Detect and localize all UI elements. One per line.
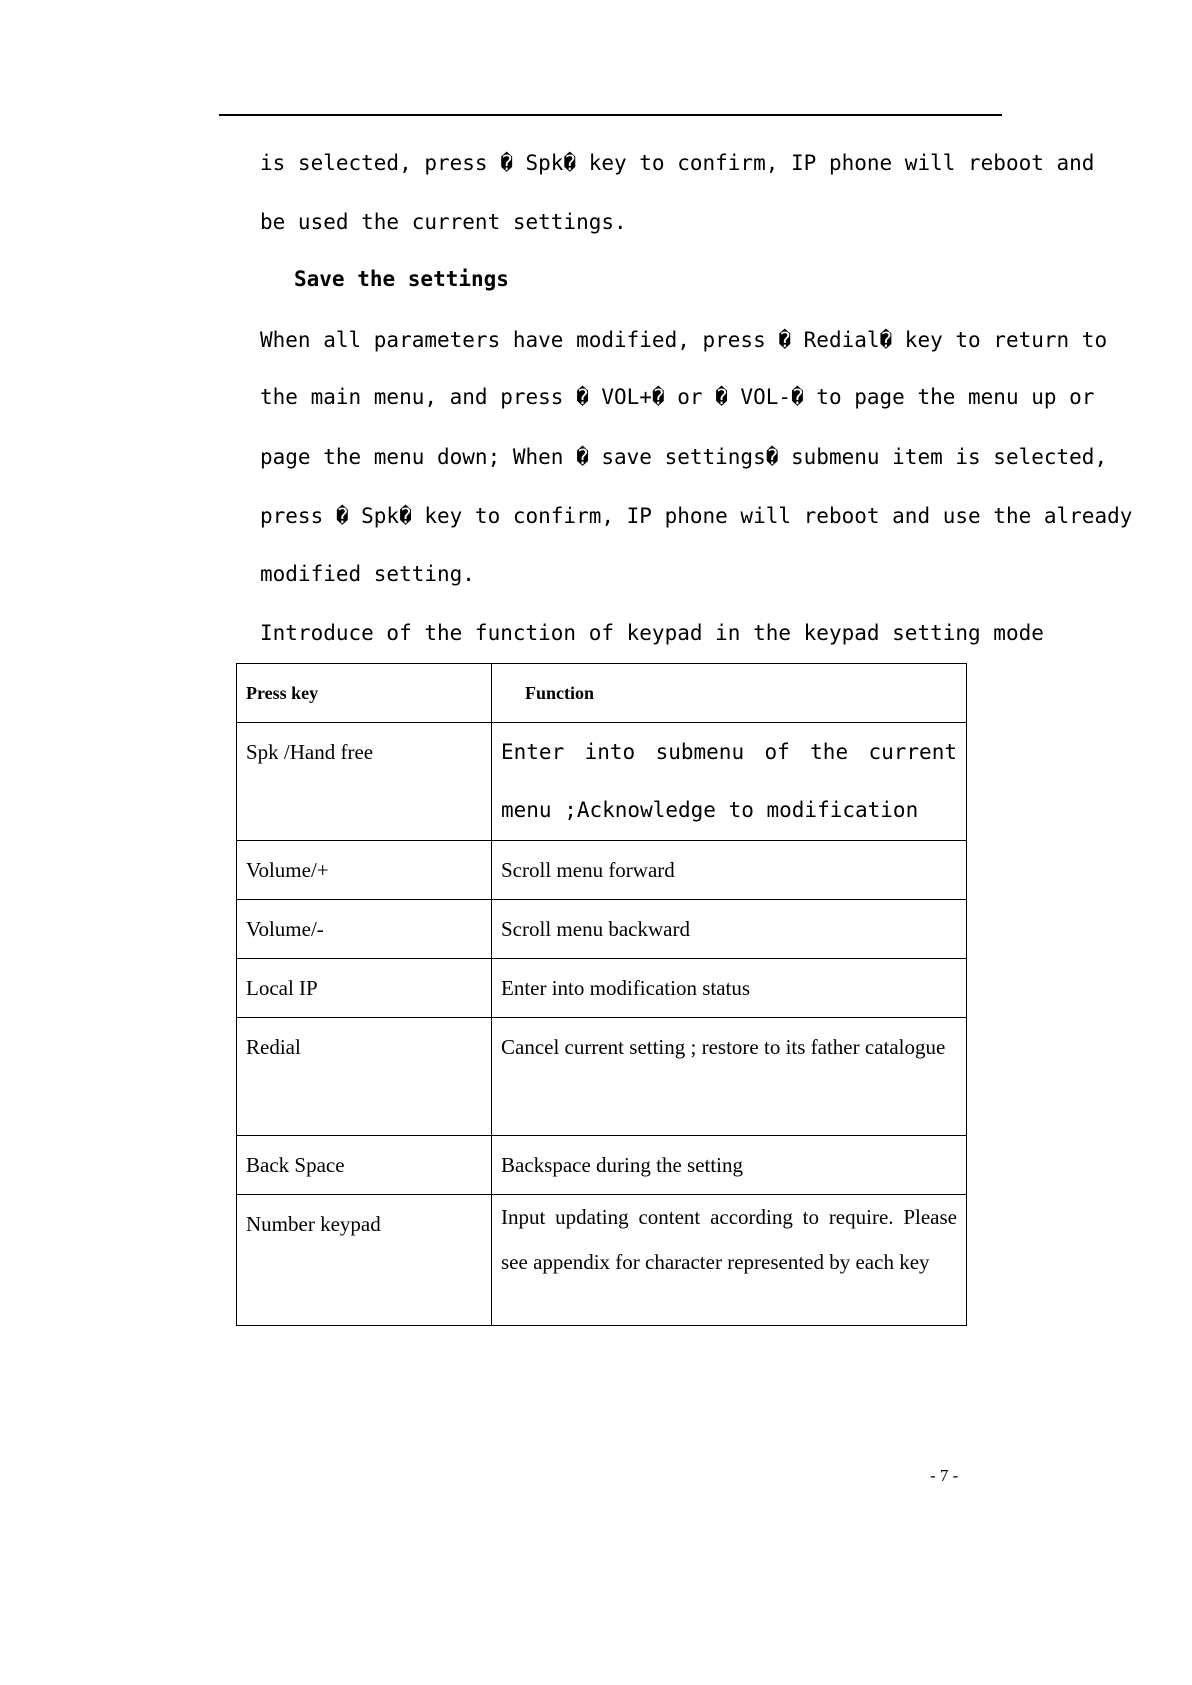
page-number: - 7 -: [930, 1466, 959, 1485]
key-cell: [237, 1136, 492, 1195]
header-press-key: Press key: [237, 664, 492, 723]
paragraph-line: be used the current settings.: [260, 210, 627, 234]
function-cell: [492, 1018, 967, 1136]
function-cell: [492, 1195, 967, 1326]
function-cell: [492, 841, 967, 900]
key-cell: [237, 723, 492, 841]
keypad-function-table: [236, 663, 967, 1326]
function-text: Input updating content according to require. Please see appendix for character represented by each key: [501, 1205, 957, 1274]
function-cell: [492, 723, 967, 841]
key-cell: [237, 1018, 492, 1136]
key-text: Local IP: [246, 976, 318, 1000]
function-text: Enter into submenu of the current menu ;Acknowledge to modification: [501, 740, 957, 822]
function-text: Enter into modification status: [501, 976, 751, 1000]
table-row: [237, 959, 967, 1018]
key-cell: [237, 900, 492, 959]
function-text: Scroll menu backward: [501, 917, 690, 941]
function-cell: [492, 959, 967, 1018]
section-heading: Save the settings: [294, 267, 509, 291]
header-function: Function: [492, 664, 967, 723]
table-row: [237, 900, 967, 959]
key-cell: [237, 959, 492, 1018]
key-cell: [237, 1195, 492, 1326]
table-row: [237, 1136, 967, 1195]
function-text: Cancel current setting ; restore to its father catalogue: [501, 1035, 946, 1059]
paragraph-line: the main menu, and press � VOL+� or � VOL-� to page the menu up or: [260, 385, 1095, 409]
table-row: [237, 841, 967, 900]
table-row: [237, 1018, 967, 1136]
header-rule: [219, 114, 1002, 116]
paragraph-line: modified setting.: [260, 562, 475, 586]
function-cell: [492, 1136, 967, 1195]
key-text: Back Space: [246, 1153, 345, 1177]
paragraph-line: press � Spk� key to confirm, IP phone will reboot and use the already: [260, 504, 1133, 528]
table-row: [237, 723, 967, 841]
table-row: [237, 1195, 967, 1326]
paragraph-line: page the menu down; When � save settings� submenu item is selected,: [260, 445, 1108, 469]
paragraph-line: is selected, press � Spk� key to confirm, IP phone will reboot and: [260, 151, 1095, 175]
key-text: Volume/+: [246, 858, 329, 882]
table-header-row: [237, 664, 967, 723]
function-text: Backspace during the setting: [501, 1153, 744, 1177]
paragraph-line: When all parameters have modified, press � Redial� key to return to: [260, 328, 1108, 352]
key-text: Number keypad: [246, 1212, 381, 1236]
key-text: Volume/-: [246, 917, 324, 941]
table-caption: Introduce of the function of keypad in the keypad setting mode: [260, 621, 1044, 645]
key-cell: [237, 841, 492, 900]
key-text: Redial: [246, 1035, 301, 1059]
function-cell: [492, 900, 967, 959]
key-text: Spk /Hand free: [246, 740, 374, 764]
function-text: Scroll menu forward: [501, 858, 675, 882]
